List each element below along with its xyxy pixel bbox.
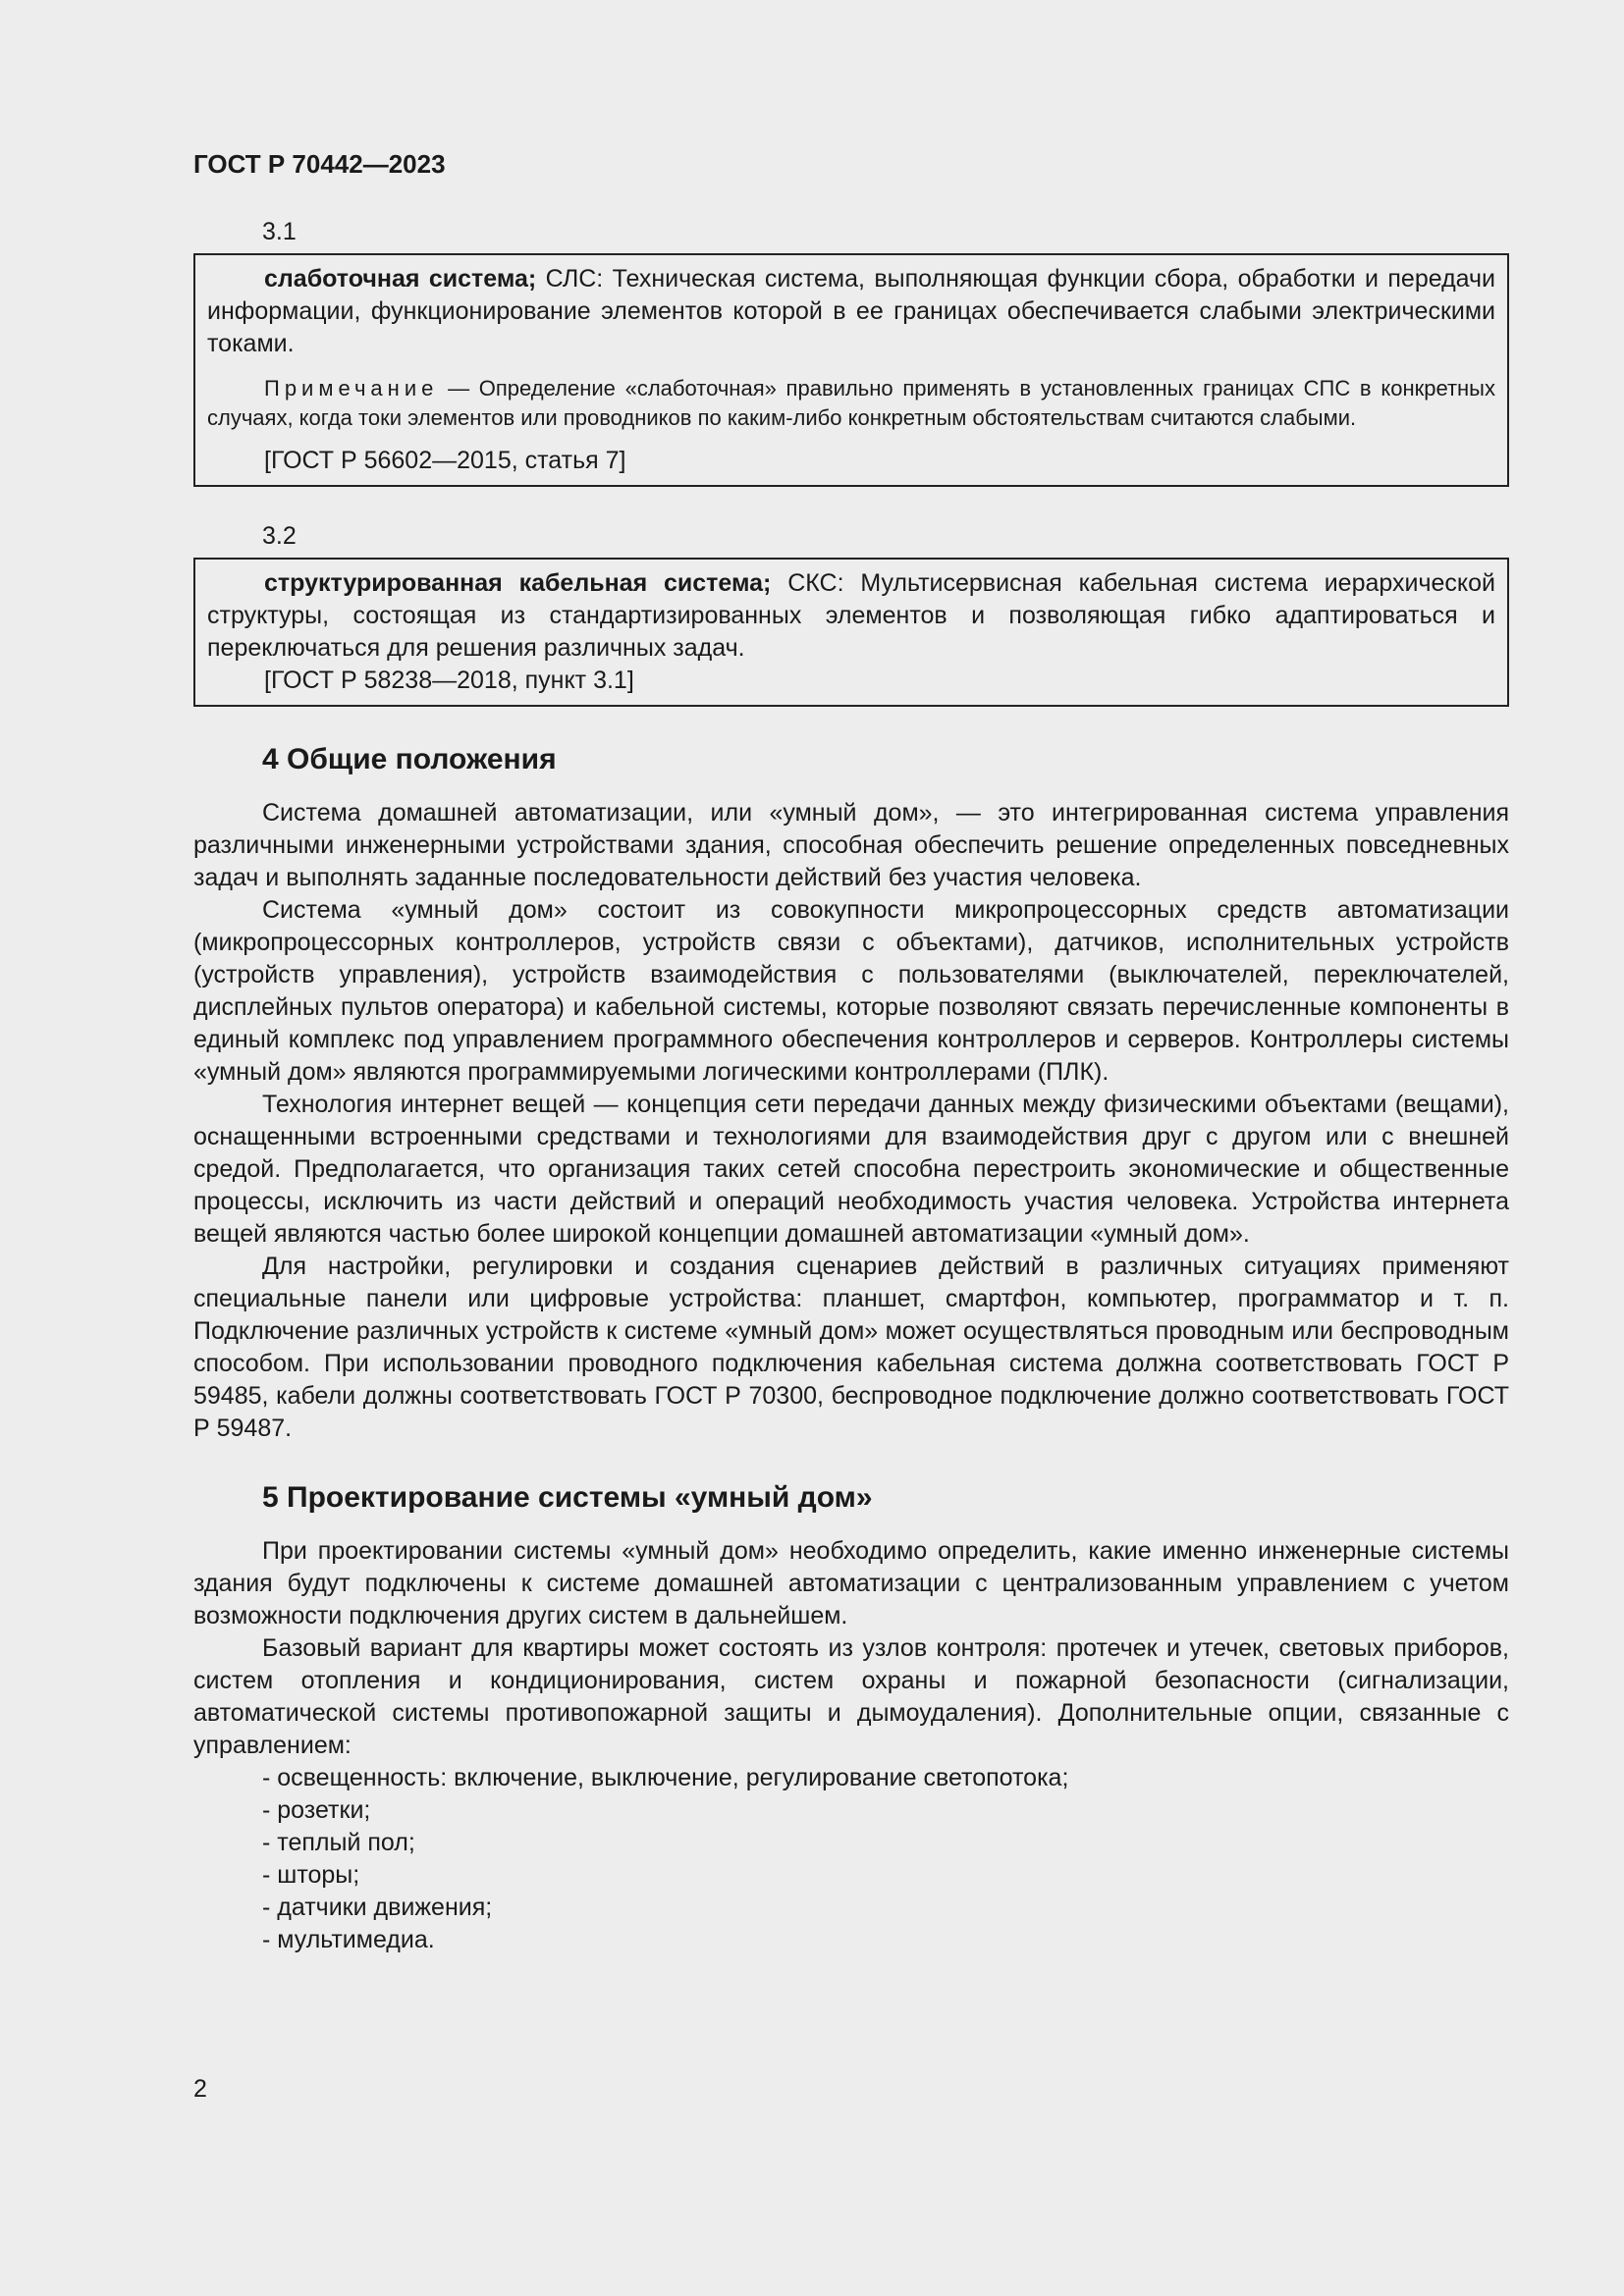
note-text: — Определение «слаботочная» правильно применять в установленных границах СПС в конкретных случаях, когда токи элементов или проводников по каким-либо конкретным обстоятельствам считаются слабыми. — [207, 376, 1495, 430]
document-code-header: ГОСТ Р 70442—2023 — [193, 149, 446, 179]
term-definition-box — [193, 558, 1509, 707]
page-number: 2 — [193, 2075, 207, 2103]
paragraph: Система «умный дом» состоит из совокупности микропроцессорных средств автоматизации (микропроцессорных контроллеров, устройств связи с объектами), датчиков, исполнительных устройств (устройств управления), устройств взаимодействия с пользователями (выключателей, переключателей, дисплейных пультов оператора) и кабельной системы, которые позволяют связать перечисленные компоненты в единый комплекс под управлением программного обеспечения контроллеров и серверов. Контроллеры системы «умный дом» являются программируемыми логическими контроллерами (ПЛК). — [193, 896, 1509, 1086]
term-definition — [207, 263, 1495, 360]
term-name: слаботочная система; — [264, 265, 537, 293]
term-name: структурированная кабельная система; — [264, 569, 772, 597]
paragraph: Для настройки, регулировки и создания сценариев действий в различных ситуациях применяют специальные панели или цифровые устройства: планшет, смартфон, компьютер, программатор и т. п. Подключение различных устройств к системе «умный дом» может осуществляться проводным или беспроводным способом. При использовании проводного подключения кабельная система должна соответствовать ГОСТ Р 59485, кабели должны соответствовать ГОСТ Р 70300, беспроводное подключение должно соответствовать ГОСТ Р 59487. — [193, 1253, 1509, 1442]
list-item: - мультимедиа. — [262, 1926, 435, 1953]
term-definition-text: СКС: Мультисервисная кабельная система иерархической структуры, состоящая из стандартизированных элементов и позволяющая гибко адаптироваться и переключаться для решения различных задач. — [207, 569, 1495, 662]
section-4 — [193, 740, 1509, 1445]
paragraph: Базовый вариант для квартиры может состоять из узлов контроля: протечек и утечек, световых приборов, систем отопления и кондиционирования, систем охраны и пожарной безопасности (сигнализации, автоматической системы противопожарной защиты и дымоудаления). Дополнительные опции, связанные с управлением: — [193, 1634, 1509, 1759]
paragraph: При проектировании системы «умный дом» необходимо определить, какие именно инженерные системы здания будут подключены к системе домашней автоматизации с централизованным управлением с учетом возможности подключения других систем в дальнейшем. — [193, 1537, 1509, 1629]
list-item: - освещенность: включение, выключение, регулирование светопотока; — [262, 1764, 1069, 1791]
section-5 — [193, 1478, 1509, 1956]
term-definition-text: СЛС: Техническая система, выполняющая функции сбора, обработки и передачи информации, функционирование элементов которой в ее границах обеспечивается слабыми электрическими токами. — [207, 265, 1496, 357]
term-definition — [207, 567, 1495, 665]
list-item: - теплый пол; — [262, 1829, 415, 1856]
section-heading: 4 Общие положения — [262, 743, 557, 775]
paragraph: Система домашней автоматизации, или «умный дом», — это интегрированная система управления различными инженерными устройствами здания, способная обеспечить решение определенных повседневных задач и выполнять заданные последовательности действий без участия человека. — [193, 799, 1509, 891]
term-note — [207, 374, 1495, 433]
paragraph: Технология интернет вещей — концепция сети передачи данных между физическими объектами (вещами), оснащенными встроенными средствами и технологиями для взаимодействия друг с другом или с внешней средой. Предполагается, что организация таких сетей способна перестроить экономические и общественные процессы, исключить из части действий и операций необходимость участия человека. Устройства интернета вещей являются частью более широкой концепции домашней автоматизации «умный дом». — [193, 1091, 1509, 1248]
term-number: 3.2 — [262, 522, 297, 550]
list-item: - датчики движения; — [262, 1894, 493, 1921]
note-label: Примечание — [264, 376, 439, 400]
term-reference: [ГОСТ Р 56602—2015, статья 7] — [264, 447, 626, 474]
list-item: - розетки; — [262, 1796, 371, 1824]
term-number: 3.1 — [262, 218, 297, 245]
list-item: - шторы; — [262, 1861, 360, 1889]
term-definition-box — [193, 253, 1509, 487]
page-content — [193, 147, 1509, 1990]
section-heading: 5 Проектирование системы «умный дом» — [262, 1481, 873, 1514]
term-reference: [ГОСТ Р 58238—2018, пункт 3.1] — [264, 667, 634, 694]
options-list — [193, 1762, 1509, 1956]
